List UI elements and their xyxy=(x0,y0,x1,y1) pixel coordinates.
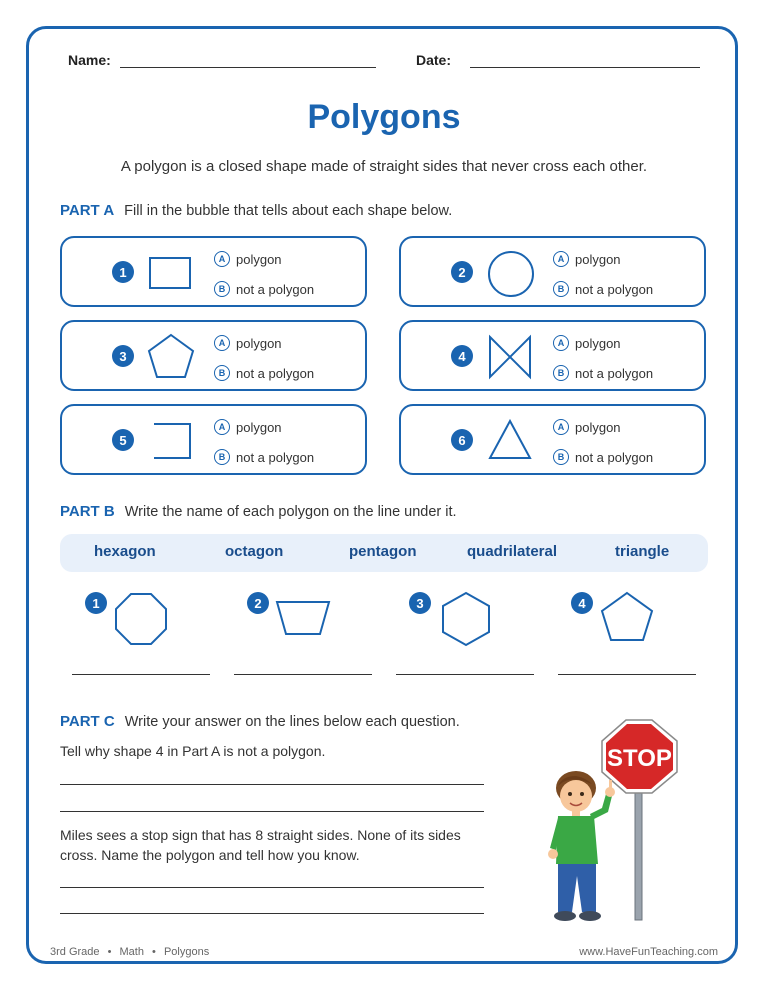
number-badge: 5 xyxy=(112,429,134,451)
part-a-card-4 xyxy=(399,320,706,391)
number-badge: 6 xyxy=(451,429,473,451)
bubble-a[interactable]: A xyxy=(553,335,569,351)
part-c-label: PART C xyxy=(60,713,115,730)
triangle-icon xyxy=(487,418,533,462)
part-a-card-5 xyxy=(60,404,367,475)
answer-line-2[interactable] xyxy=(234,674,372,675)
number-badge: 1 xyxy=(112,261,134,283)
part-a-heading xyxy=(60,202,452,219)
option-b-label: not a polygon xyxy=(575,366,654,381)
page-title: Polygons xyxy=(307,98,461,136)
option-b-label: not a polygon xyxy=(236,450,315,465)
bubble-b[interactable]: B xyxy=(553,365,569,381)
answer-line-4[interactable] xyxy=(558,674,696,675)
trapezoid-icon xyxy=(274,598,332,638)
pentagon-icon xyxy=(598,590,656,644)
bubble-b[interactable]: B xyxy=(214,365,230,381)
word-bank xyxy=(60,534,708,572)
part-c-heading xyxy=(60,713,460,730)
bowtie-icon xyxy=(487,334,533,380)
number-badge: 4 xyxy=(571,592,593,614)
part-a-instruction: Fill in the bubble that tells about each shape below. xyxy=(124,203,453,219)
number-badge: 2 xyxy=(451,261,473,283)
number-badge: 3 xyxy=(112,345,134,367)
circle-icon xyxy=(485,248,537,300)
footer-site[interactable]: www.HaveFunTeaching.com xyxy=(579,946,718,958)
bubble-a[interactable]: A xyxy=(214,335,230,351)
option-b-label: not a polygon xyxy=(575,282,654,297)
bullet-icon: • xyxy=(107,946,112,958)
bubble-a[interactable]: A xyxy=(553,419,569,435)
word-bank-item: quadrilateral xyxy=(467,543,558,560)
word-bank-item: triangle xyxy=(615,543,670,560)
open-bracket-icon xyxy=(148,420,194,462)
part-a-card-1 xyxy=(60,236,367,307)
date-field-line[interactable] xyxy=(470,67,700,68)
hexagon-icon xyxy=(438,590,494,648)
bubble-b[interactable]: B xyxy=(214,449,230,465)
octagon-icon xyxy=(112,590,170,648)
option-a-label: polygon xyxy=(236,420,282,435)
option-a-label: polygon xyxy=(575,252,621,267)
part-a-card-3 xyxy=(60,320,367,391)
answer-line-1[interactable] xyxy=(72,674,210,675)
boy-with-stop-sign-illustration xyxy=(540,716,690,928)
rectangle-icon xyxy=(148,254,194,292)
part-b-label: PART B xyxy=(60,503,115,520)
number-badge: 2 xyxy=(247,592,269,614)
footer-topic: Polygons xyxy=(163,946,210,958)
name-label: Name: xyxy=(68,52,111,68)
part-a-card-6 xyxy=(399,404,706,475)
bubble-a[interactable]: A xyxy=(214,419,230,435)
bubble-b[interactable]: B xyxy=(553,281,569,297)
word-bank-item: hexagon xyxy=(94,543,156,560)
bullet-icon: • xyxy=(152,946,156,958)
q1-answer-line-2[interactable] xyxy=(60,811,484,812)
answer-line-3[interactable] xyxy=(396,674,534,675)
bubble-b[interactable]: B xyxy=(553,449,569,465)
footer-subject: Math xyxy=(119,946,144,958)
pentagon-icon xyxy=(146,332,196,382)
option-a-label: polygon xyxy=(236,252,282,267)
option-b-label: not a polygon xyxy=(236,366,315,381)
question-2-line-2: cross. Name the polygon and tell how you know. xyxy=(60,847,360,863)
part-b-heading xyxy=(60,503,457,520)
bubble-a[interactable]: A xyxy=(214,251,230,267)
part-b-instruction: Write the name of each polygon on the line under it. xyxy=(124,504,457,520)
date-label: Date: xyxy=(416,52,452,68)
bubble-a[interactable]: A xyxy=(553,251,569,267)
option-b-label: not a polygon xyxy=(575,450,654,465)
q1-answer-line-1[interactable] xyxy=(60,784,484,785)
q2-answer-line-2[interactable] xyxy=(60,913,484,914)
option-a-label: polygon xyxy=(575,420,621,435)
number-badge: 1 xyxy=(85,592,107,614)
stop-sign-text: STOP xyxy=(607,745,672,772)
option-a-label: polygon xyxy=(575,336,621,351)
bubble-b[interactable]: B xyxy=(214,281,230,297)
question-1: Tell why shape 4 in Part A is not a polygon. xyxy=(60,743,326,759)
q2-answer-line-1[interactable] xyxy=(60,887,484,888)
number-badge: 4 xyxy=(451,345,473,367)
intro-text: A polygon is a closed shape made of straight sides that never cross each other. xyxy=(120,158,648,175)
word-bank-item: pentagon xyxy=(349,543,417,560)
footer-breadcrumb xyxy=(50,946,209,958)
part-c-instruction: Write your answer on the lines below each question. xyxy=(124,714,460,730)
name-field-line[interactable] xyxy=(120,67,376,68)
footer-grade: 3rd Grade xyxy=(50,946,100,958)
part-a-label: PART A xyxy=(60,202,115,219)
word-bank-item: octagon xyxy=(225,543,284,560)
option-b-label: not a polygon xyxy=(236,282,315,297)
question-2-line-1: Miles sees a stop sign that has 8 straight sides. None of its sides xyxy=(60,827,461,843)
number-badge: 3 xyxy=(409,592,431,614)
part-a-card-2 xyxy=(399,236,706,307)
option-a-label: polygon xyxy=(236,336,282,351)
